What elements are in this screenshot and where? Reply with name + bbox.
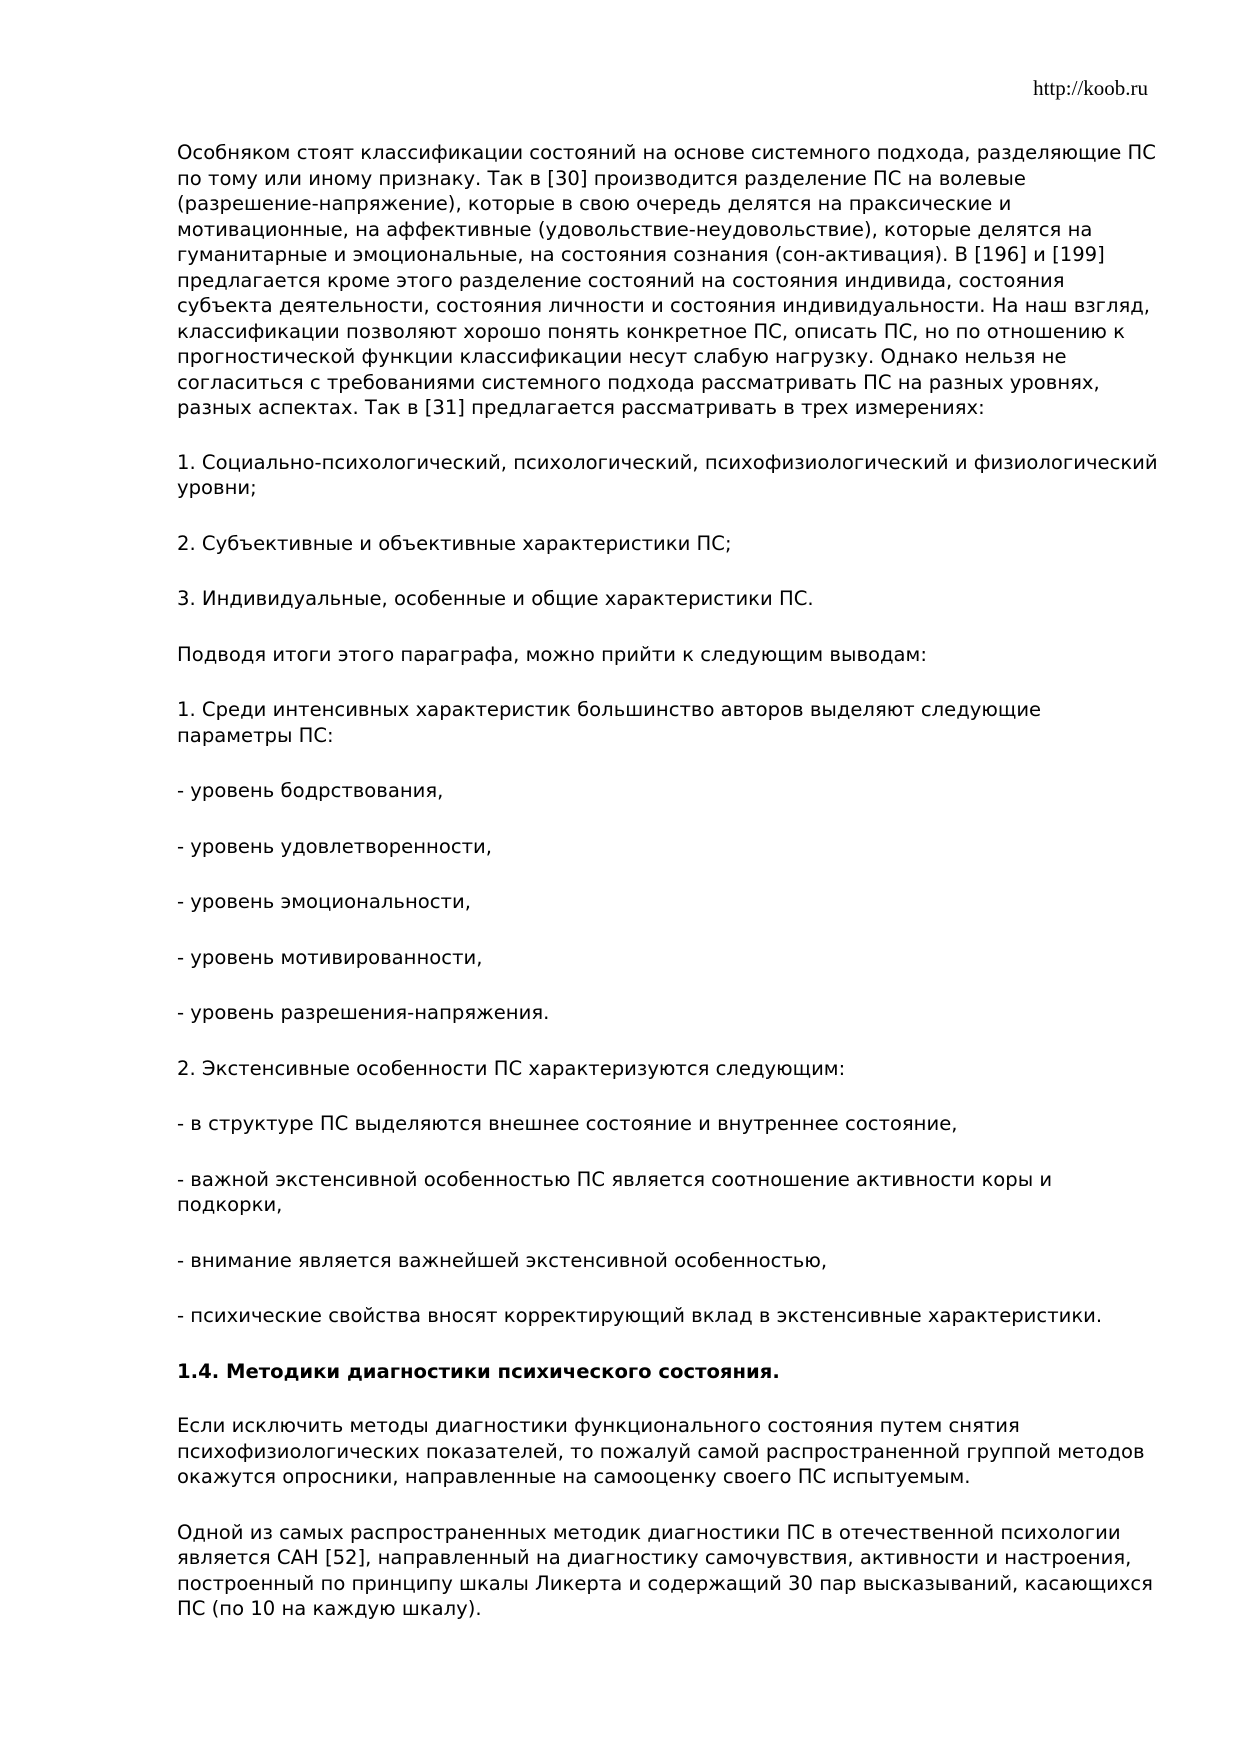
conclusion-1-item-e: - уровень разрешения-напряжения. — [177, 1001, 550, 1024]
section-heading: 1.4. Методики диагностики психического состояния. — [177, 1359, 780, 1383]
paragraph-san-method: Одной из самых распространенных методик диагностики ПС в отечественной психологии является САН [52], направленный на диагностику самочувствия, активности и настроения, построенный по принципу шкалы Ликерта и содержащий 30 пар высказываний, касающихся ПС (по 10 на каждую шкалу). — [177, 1520, 1153, 1620]
conclusion-1: 1. Среди интенсивных характеристик большинство авторов выделяют следующие параметры ПС: — [177, 698, 1042, 747]
conclusion-2-item-d: - психические свойства вносят корректирующий вклад в экстенсивные характеристики. — [177, 1304, 1103, 1327]
conclusion-1-item-c: - уровень эмоциональности, — [177, 890, 471, 913]
header-url: http://koob.ru — [1033, 76, 1148, 100]
conclusion-2-item-c: - внимание является важнейшей экстенсивной особенностью, — [177, 1248, 828, 1272]
conclusion-2-item-b: - важной экстенсивной особенностью ПС является соотношение активности коры и подкорки, — [177, 1167, 1053, 1216]
paragraph-classifications: Особняком стоят классификации состояний на основе системного подхода, разделяющие ПС по тому или иному признаку. Так в [30] производится разделение ПС на волевые (разрешение-напряжение), которые в свою очередь делятся на праксические и мотивационные, на аффективные (удовольствие-неудовольствие), которые делятся на гуманитарные и эмоциональные, на состояния сознания (сон-активация). В [196] и [199] предлагается кроме этого разделение состояний на состояния индивида, состояния субъекта деятельности, состояния личности и состояния индивидуальности. На наш взгляд, классификации позволяют хорошо понять конкретное ПС, описать ПС, но по отношению к прогностической функции классификации несут слабую нагрузку. Однако нельзя не согласиться с требованиями системного подхода рассматривать ПС на разных уровнях, разных аспектах. Так в [31] предлагается рассматривать в трех измерениях: — [177, 141, 1156, 419]
summary-paragraph: Подводя итоги этого параграфа, можно прийти к следующим выводам: — [177, 642, 927, 666]
document-body — [177, 140, 1162, 1652]
conclusion-1-item-b: - уровень удовлетворенности, — [177, 834, 492, 858]
conclusion-1-item-d: - уровень мотивированности, — [177, 945, 483, 969]
measurement-item-1: 1. Социально-психологический, психологический, психофизиологический и физиологический уровни; — [177, 450, 1158, 499]
paragraph-questionnaires: Если исключить методы диагностики функционального состояния путем снятия психофизиологических показателей, то пожалуй самой распространенной группой методов окажутся опросники, направленные на самооценку своего ПС испытуемым. — [177, 1414, 1145, 1488]
conclusion-2: 2. Экстенсивные особенности ПС характеризуются следующим: — [177, 1056, 846, 1080]
measurement-item-3: 3. Индивидуальные, особенные и общие характеристики ПС. — [177, 587, 814, 610]
conclusion-1-item-a: - уровень бодрствования, — [177, 779, 444, 802]
conclusion-2-item-a: - в структуре ПС выделяются внешнее состояние и внутреннее состояние, — [177, 1112, 958, 1135]
measurement-item-2: 2. Субъективные и объективные характеристики ПС; — [177, 531, 732, 555]
